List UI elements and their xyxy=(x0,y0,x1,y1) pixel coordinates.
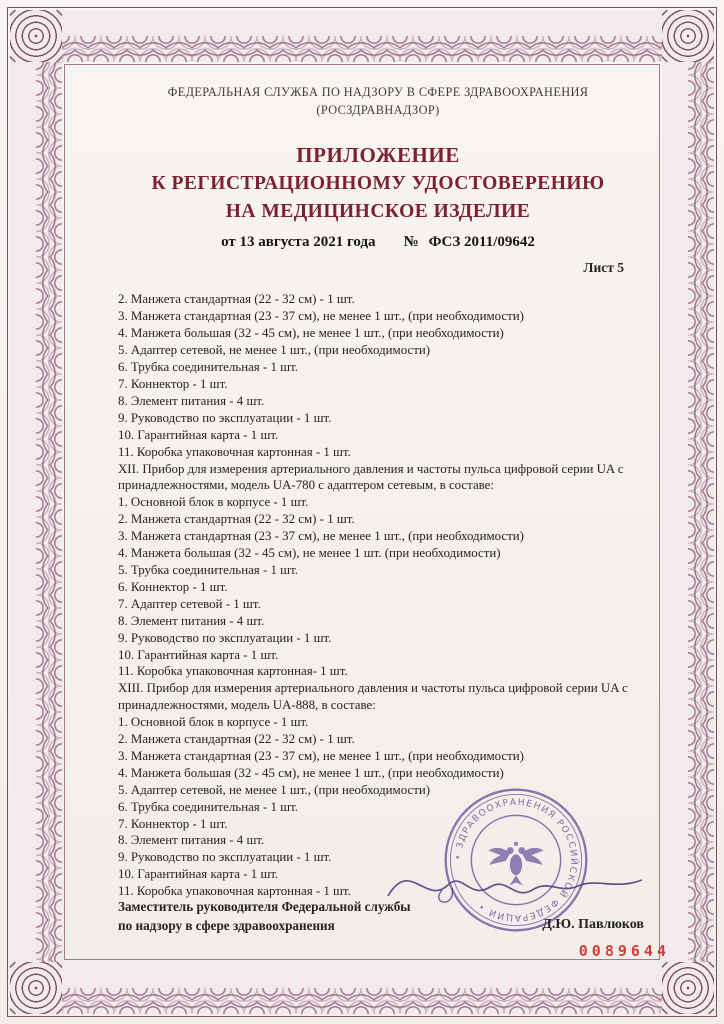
title-line-3: НА МЕДИЦИНСКОЕ ИЗДЕЛИЕ xyxy=(225,200,531,222)
registration-number: ФСЗ 2011/09642 xyxy=(428,234,535,251)
document-content xyxy=(118,84,638,903)
signature-block xyxy=(118,897,644,935)
body-line: 4. Манжета большая (32 - 45 см), не менее 1 шт., (при необходимости) xyxy=(118,765,504,780)
agency-short-name: (РОСЗДРАВНАДЗОР) xyxy=(316,102,440,117)
body-line: 11. Коробка упаковочная картонная - 1 шт. xyxy=(118,884,351,899)
body-line: 11. Коробка упаковочная картонная - 1 шт. xyxy=(118,444,351,459)
issue-date: от 13 августа 2021 года xyxy=(221,234,376,251)
border-band-left xyxy=(10,10,62,1014)
date-number-row xyxy=(118,234,638,251)
border-band-bottom xyxy=(10,962,714,1014)
body-line: 6. Коннектор - 1 шт. xyxy=(118,579,228,594)
body-line: 9. Руководство по эксплуатации - 1 шт. xyxy=(118,410,332,425)
body-line: 5. Трубка соединительная - 1 шт. xyxy=(118,562,298,577)
title-line-2: К РЕГИСТРАЦИОННОМУ УДОСТОВЕРЕНИЮ xyxy=(151,173,605,195)
body-line: 1. Основной блок в корпусе - 1 шт. xyxy=(118,495,309,510)
body-line: 6. Трубка соединительная - 1 шт. xyxy=(118,360,298,375)
document-title xyxy=(118,140,638,226)
body-line: 10. Гарантийная карта - 1 шт. xyxy=(118,647,279,662)
border-corner-rosette xyxy=(662,10,714,62)
body-line: 3. Манжета стандартная (23 - 37 см), не менее 1 шт., (при необходимости) xyxy=(118,529,524,544)
body-line: 7. Адаптер сетевой - 1 шт. xyxy=(118,596,261,611)
body-line: 2. Манжета стандартная (22 - 32 см) - 1 шт. xyxy=(118,292,355,307)
border-band-right xyxy=(662,10,714,1014)
border-corner-rosette xyxy=(10,962,62,1014)
body-line: 3. Манжета стандартная (23 - 37 см), не менее 1 шт., (при необходимости) xyxy=(118,309,524,324)
body-line: 5. Адаптер сетевой, не менее 1 шт., (при необходимости) xyxy=(118,782,431,797)
body-line: 4. Манжета большая (32 - 45 см), не менее 1 шт., (при необходимости) xyxy=(118,326,504,341)
body-line: XII. Прибор для измерения артериального давления и частоты пульса цифровой серии UA с принадлежностями, модель UA-780 с адаптером сетевым, в составе: xyxy=(118,461,624,493)
body-line: 8. Элемент питания - 4 шт. xyxy=(118,393,265,408)
border-band-top xyxy=(10,10,714,62)
border-corner-rosette xyxy=(662,962,714,1014)
body-line: 1. Основной блок в корпусе - 1 шт. xyxy=(118,715,309,730)
body-line: 9. Руководство по эксплуатации - 1 шт. xyxy=(118,850,332,865)
body-line: 7. Коннектор - 1 шт. xyxy=(118,377,228,391)
body-line: 10. Гарантийная карта - 1 шт. xyxy=(118,427,279,442)
sheet-number: Лист 5 xyxy=(583,260,624,276)
body-line: 2. Манжета стандартная (22 - 32 см) - 1 шт. xyxy=(118,512,355,527)
body-line: XIII. Прибор для измерения артериального давления и частоты пульса цифровой серии UA с принадлежностями, модель UA-888, в составе: xyxy=(118,681,628,713)
body-line: 5. Адаптер сетевой, не менее 1 шт., (при необходимости) xyxy=(118,343,431,358)
title-line-1: ПРИЛОЖЕНИЕ xyxy=(296,142,460,167)
number-label: № xyxy=(403,234,419,251)
agency-header xyxy=(118,84,638,120)
body-line: 8. Элемент питания - 4 шт. xyxy=(118,833,265,848)
body-line: 7. Коннектор - 1 шт. xyxy=(118,816,228,831)
signatory-title-line-1: Заместитель руководителя Федеральной службы xyxy=(118,899,411,914)
body-line: 2. Манжета стандартная (22 - 32 см) - 1 шт. xyxy=(118,732,355,747)
signatory-name: Д.Ю. Павлюков xyxy=(542,917,644,932)
body-line: 4. Манжета большая (32 - 45 см), не менее 1 шт. (при необходимости) xyxy=(118,546,501,561)
body-line: 3. Манжета стандартная (23 - 37 см), не менее 1 шт., (при необходимости) xyxy=(118,748,524,763)
agency-name: ФЕДЕРАЛЬНАЯ СЛУЖБА ПО НАДЗОРУ В СФЕРЕ ЗДРАВООХРАНЕНИЯ xyxy=(167,85,589,99)
border-corner-rosette xyxy=(10,10,62,62)
body-line: 9. Руководство по эксплуатации - 1 шт. xyxy=(118,630,332,645)
body-line: 10. Гарантийная карта - 1 шт. xyxy=(118,867,279,882)
body-line: 8. Элемент питания - 4 шт. xyxy=(118,613,265,628)
body-line: 11. Коробка упаковочная картонная- 1 шт. xyxy=(118,664,348,679)
body-line: 6. Трубка соединительная - 1 шт. xyxy=(118,799,298,814)
stamp-ring-text: • ЗДРАВООХРАНЕНИЯ РОССИЙСКОЙ ФЕДЕРАЦИИ • xyxy=(453,797,579,923)
signatory-title-line-2: по надзору в сфере здравоохранения xyxy=(118,918,335,933)
serial-number: 0089644 xyxy=(578,942,670,960)
